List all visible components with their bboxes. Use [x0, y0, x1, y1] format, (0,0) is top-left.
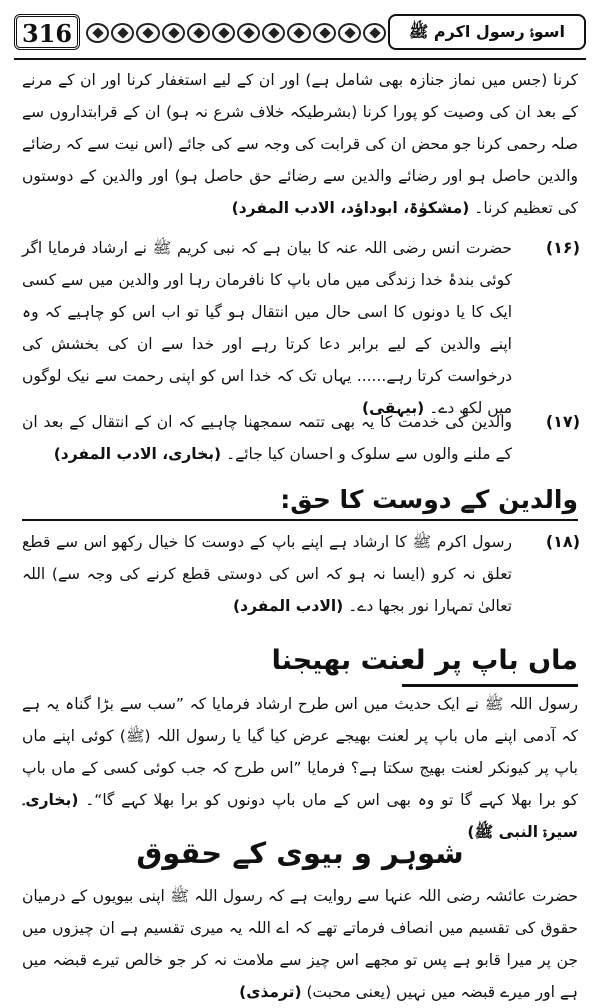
intro-text: کرنا (جس میں نماز جنازہ بھی شامل ہے) اور ان کے لیے استغفار کرنا اور ان کے مرنے کے بعد ان کی وصیت کو پورا کرنا (بشرطیکہ خلاف شرع نہ ہو) ان کے قرابتداروں سے صلہ رحمی کرنا جو محض ان کی قرابت کی وجہ سے کی جائے (اس نیت سے کہ رضائے والدین حاصل ہو اور رضائے والدین سے رضائے حق حاصل ہو) اور والدین کے دوستوں کی تعظیم کرنا۔ — [22, 71, 578, 217]
running-title: اسوۂ رسول اکرم ﷺ — [388, 14, 586, 50]
item-number: (۱۶) — [545, 238, 580, 257]
curse-section-heading: ماں باپ پر لعنت بھیجنا — [271, 645, 578, 676]
curse-heading-underline — [402, 684, 578, 687]
spouse-section-heading: شوہر و بیوی کے حقوق — [136, 836, 464, 870]
ornament-icon — [313, 23, 336, 43]
item-number: (۱۷) — [545, 412, 580, 431]
item-number: (۱۸) — [545, 532, 580, 551]
item-paragraph — [22, 526, 512, 622]
item-text: والدین کی خدمت کا یہ بھی تتمہ سمجھنا چاہیے کہ ان کے انتقال کے بعد ان کے ملنے والوں سے سلوک و احسان کیا جائے۔ — [22, 413, 512, 463]
ornament-icon — [187, 23, 210, 43]
spouse-paragraph — [22, 880, 578, 1008]
intro-paragraph — [22, 64, 578, 224]
curse-text: رسول اللہ ﷺ نے ایک حدیث میں اس طرح ارشاد فرمایا کہ ”سب سے بڑا گناہ یہ ہے کہ آدمی اپنے ماں باپ پر لعنت بھیجے عرض کیا گیا یا رسول اللہ (ﷺ) کوئی اپنے ماں باپ پر کیونکر لعنت بھیج سکتا ہے؟ فرمایا ”اس طرح کہ جب کوئی کسی کے ماں باپ کو برا بھلا کہے گا تو وہ بھی اس کے ماں باپ دونوں کو برا بھلا کہے گا“۔ — [22, 695, 578, 809]
spouse-text: حضرت عائشہ رضی اللہ عنہا سے روایت ہے کہ رسول اللہ ﷺ اپنی بیویوں کے درمیان حقوق کی تقسیم میں انصاف فرماتے تھے کہ اے اللہ یہ میری تقسیم ہے ان چیزوں میں جن پر میرا قابو ہے پس تو مجھے اس چیز سے ملامت نہ کر جو خالص تیرے قبضہ میں ہے اور میرے قبضہ میں نہیں (یعنی محبت) — [22, 887, 578, 1001]
ornament-icon — [237, 23, 260, 43]
item-paragraph — [22, 406, 512, 470]
ornament-icon — [262, 23, 285, 43]
ornament-icon — [212, 23, 235, 43]
section-heading-rule — [22, 519, 578, 521]
item-source: (بیہقی) — [362, 399, 425, 417]
intro-source: (مشکوٰۃ، ابوداؤد، الادب المفرد) — [231, 199, 470, 217]
ornament-icon — [86, 23, 109, 43]
ornament-icon — [111, 23, 134, 43]
curse-paragraph — [22, 688, 578, 848]
ornament-icon — [162, 23, 185, 43]
ornament-icon — [338, 23, 361, 43]
item-text: رسول اکرم ﷺ کا ارشاد ہے اپنے باپ کے دوست کا خیال رکھو اس سے قطع تعلق نہ کرو (ایسا نہ ہو کہ اس کی دوستی قطع کرنے کی وجہ سے) اللہ تعالیٰ تمہارا نور بجھا دے۔ — [22, 533, 512, 615]
spouse-source: (ترمذی) — [239, 983, 302, 1001]
header-rule — [14, 58, 586, 60]
item-text: حضرت انس رضی اللہ عنہ کا بیان ہے کہ نبی کریم ﷺ نے ارشاد فرمایا اگر کوئی بندۂ خدا زندگی میں ماں باپ کا نافرمان رہا اور والدین میں سے کسی ایک کا یا دونوں کا اسی حال میں انتقال ہو گیا تو اب اس کو چاہیے کہ وہ اپنے والدین کے لیے برابر دعا کرتا رہے اور خدا سے ان کی بخشش کی درخواست کرتا رہے...... یہاں تک کہ خدا اس کو اپنی رحمت سے نیک لوگوں میں لکھ دے۔ — [22, 239, 512, 417]
item-source: (بخاری، الادب المفرد) — [53, 445, 222, 463]
ornament-icon — [287, 23, 310, 43]
ornament-icon — [136, 23, 159, 43]
page-header — [14, 10, 586, 56]
item-paragraph — [22, 232, 512, 424]
ornament-icon — [363, 23, 386, 43]
decorative-border-ornament — [86, 20, 386, 46]
section-heading: والدین کے دوست کا حق: — [280, 485, 578, 514]
item-source: (الادب المفرد) — [233, 597, 344, 615]
curse-source: (بخاری۔ سیرۃ النبی ﷺ) — [22, 791, 578, 841]
page-number: 316 — [14, 14, 80, 50]
